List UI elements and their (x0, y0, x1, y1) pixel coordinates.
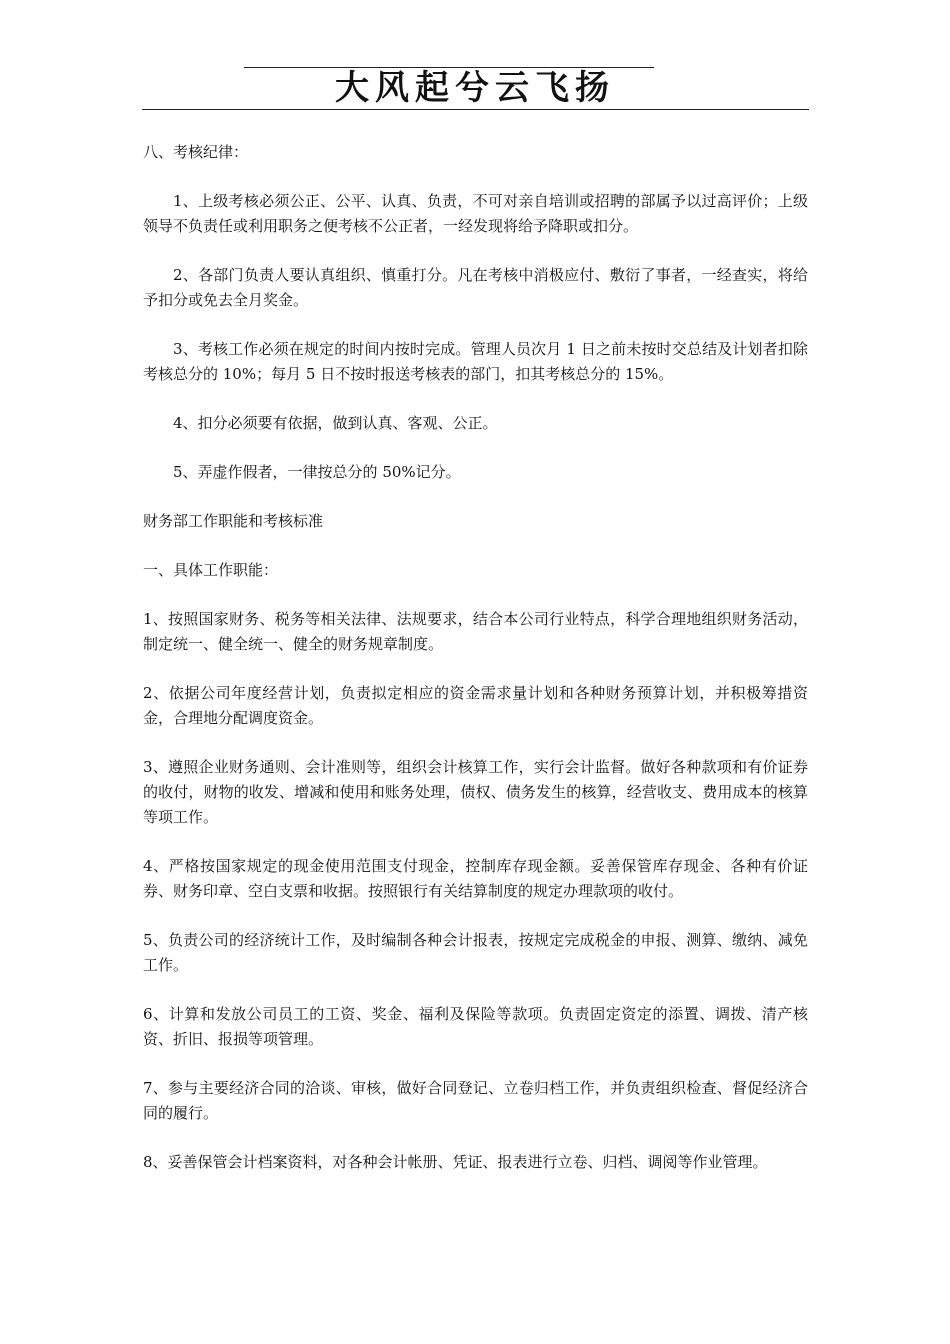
section-heading-functions: 一、具体工作职能： (143, 561, 279, 579)
paragraph: 2、依据公司年度经营计划，负责拟定相应的资金需求量计划和各种财务预算计划，并积极筹措资金，合理地分配调度资金。 (143, 684, 808, 727)
paragraph: 1、按照国家财务、税务等相关法律、法规要求，结合本公司行业特点，科学合理地组织财务活动，制定统一、健全统一、健全的财务规章制度。 (143, 610, 808, 653)
paragraph: 6、计算和发放公司员工的工资、奖金、福利及保险等款项。负责固定资定的添置、调拨、清产核资、折旧、报损等项管理。 (143, 1005, 808, 1048)
paragraph: 8、妥善保管会计档案资料，对各种会计帐册、凭证、报表进行立卷、归档、调阅等作业管理。 (143, 1153, 768, 1171)
paragraph: 3、遵照企业财务通则、会计准则等，组织会计核算工作，实行会计监督。做好各种款项和有价证券的收付，财物的收发、增减和使用和账务处理，债权、债务发生的核算，经营收支、费用成本的核算等项工作。 (143, 758, 808, 826)
paragraph: 4、扣分必须要有依据，做到认真、客观、公正。 (173, 414, 498, 432)
paragraph: 7、参与主要经济合同的洽谈、审核，做好合同登记、立卷归档工作，并负责组织检查、督促经济合同的履行。 (143, 1079, 808, 1122)
section-heading-discipline: 八、考核纪律： (143, 143, 249, 161)
paragraph: 2、各部门负责人要认真组织、慎重打分。凡在考核中消极应付、敷衍了事者，一经查实，将给予扣分或免去全月奖金。 (143, 266, 808, 309)
section-title-finance: 财务部工作职能和考核标准 (143, 512, 324, 530)
paragraph: 5、负责公司的经济统计工作，及时编制各种会计报表，按规定完成税金的申报、测算、缴纳、减免工作。 (143, 931, 808, 974)
header-bottom-rule (142, 109, 809, 110)
header-banner: 大风起兮云飞扬 (335, 68, 615, 108)
document-body (143, 140, 808, 1199)
paragraph: 1、上级考核必须公正、公平、认真、负责，不可对亲自培训或招聘的部属予以过高评价；上级领导不负责任或利用职务之便考核不公正者，一经发现将给予降职或扣分。 (143, 192, 808, 235)
paragraph: 3、考核工作必须在规定的时间内按时完成。管理人员次月 1 日之前未按时交总结及计划者扣除考核总分的 10%；每月 5 日不按时报送考核表的部门，扣其考核总分的 15%。 (143, 340, 808, 383)
paragraph: 5、弄虚作假者，一律按总分的 50%记分。 (173, 463, 461, 481)
paragraph: 4、严格按国家规定的现金使用范围支付现金，控制库存现金额。妥善保管库存现金、各种有价证券、财务印章、空白支票和收据。按照银行有关结算制度的规定办理款项的收付。 (143, 857, 808, 900)
